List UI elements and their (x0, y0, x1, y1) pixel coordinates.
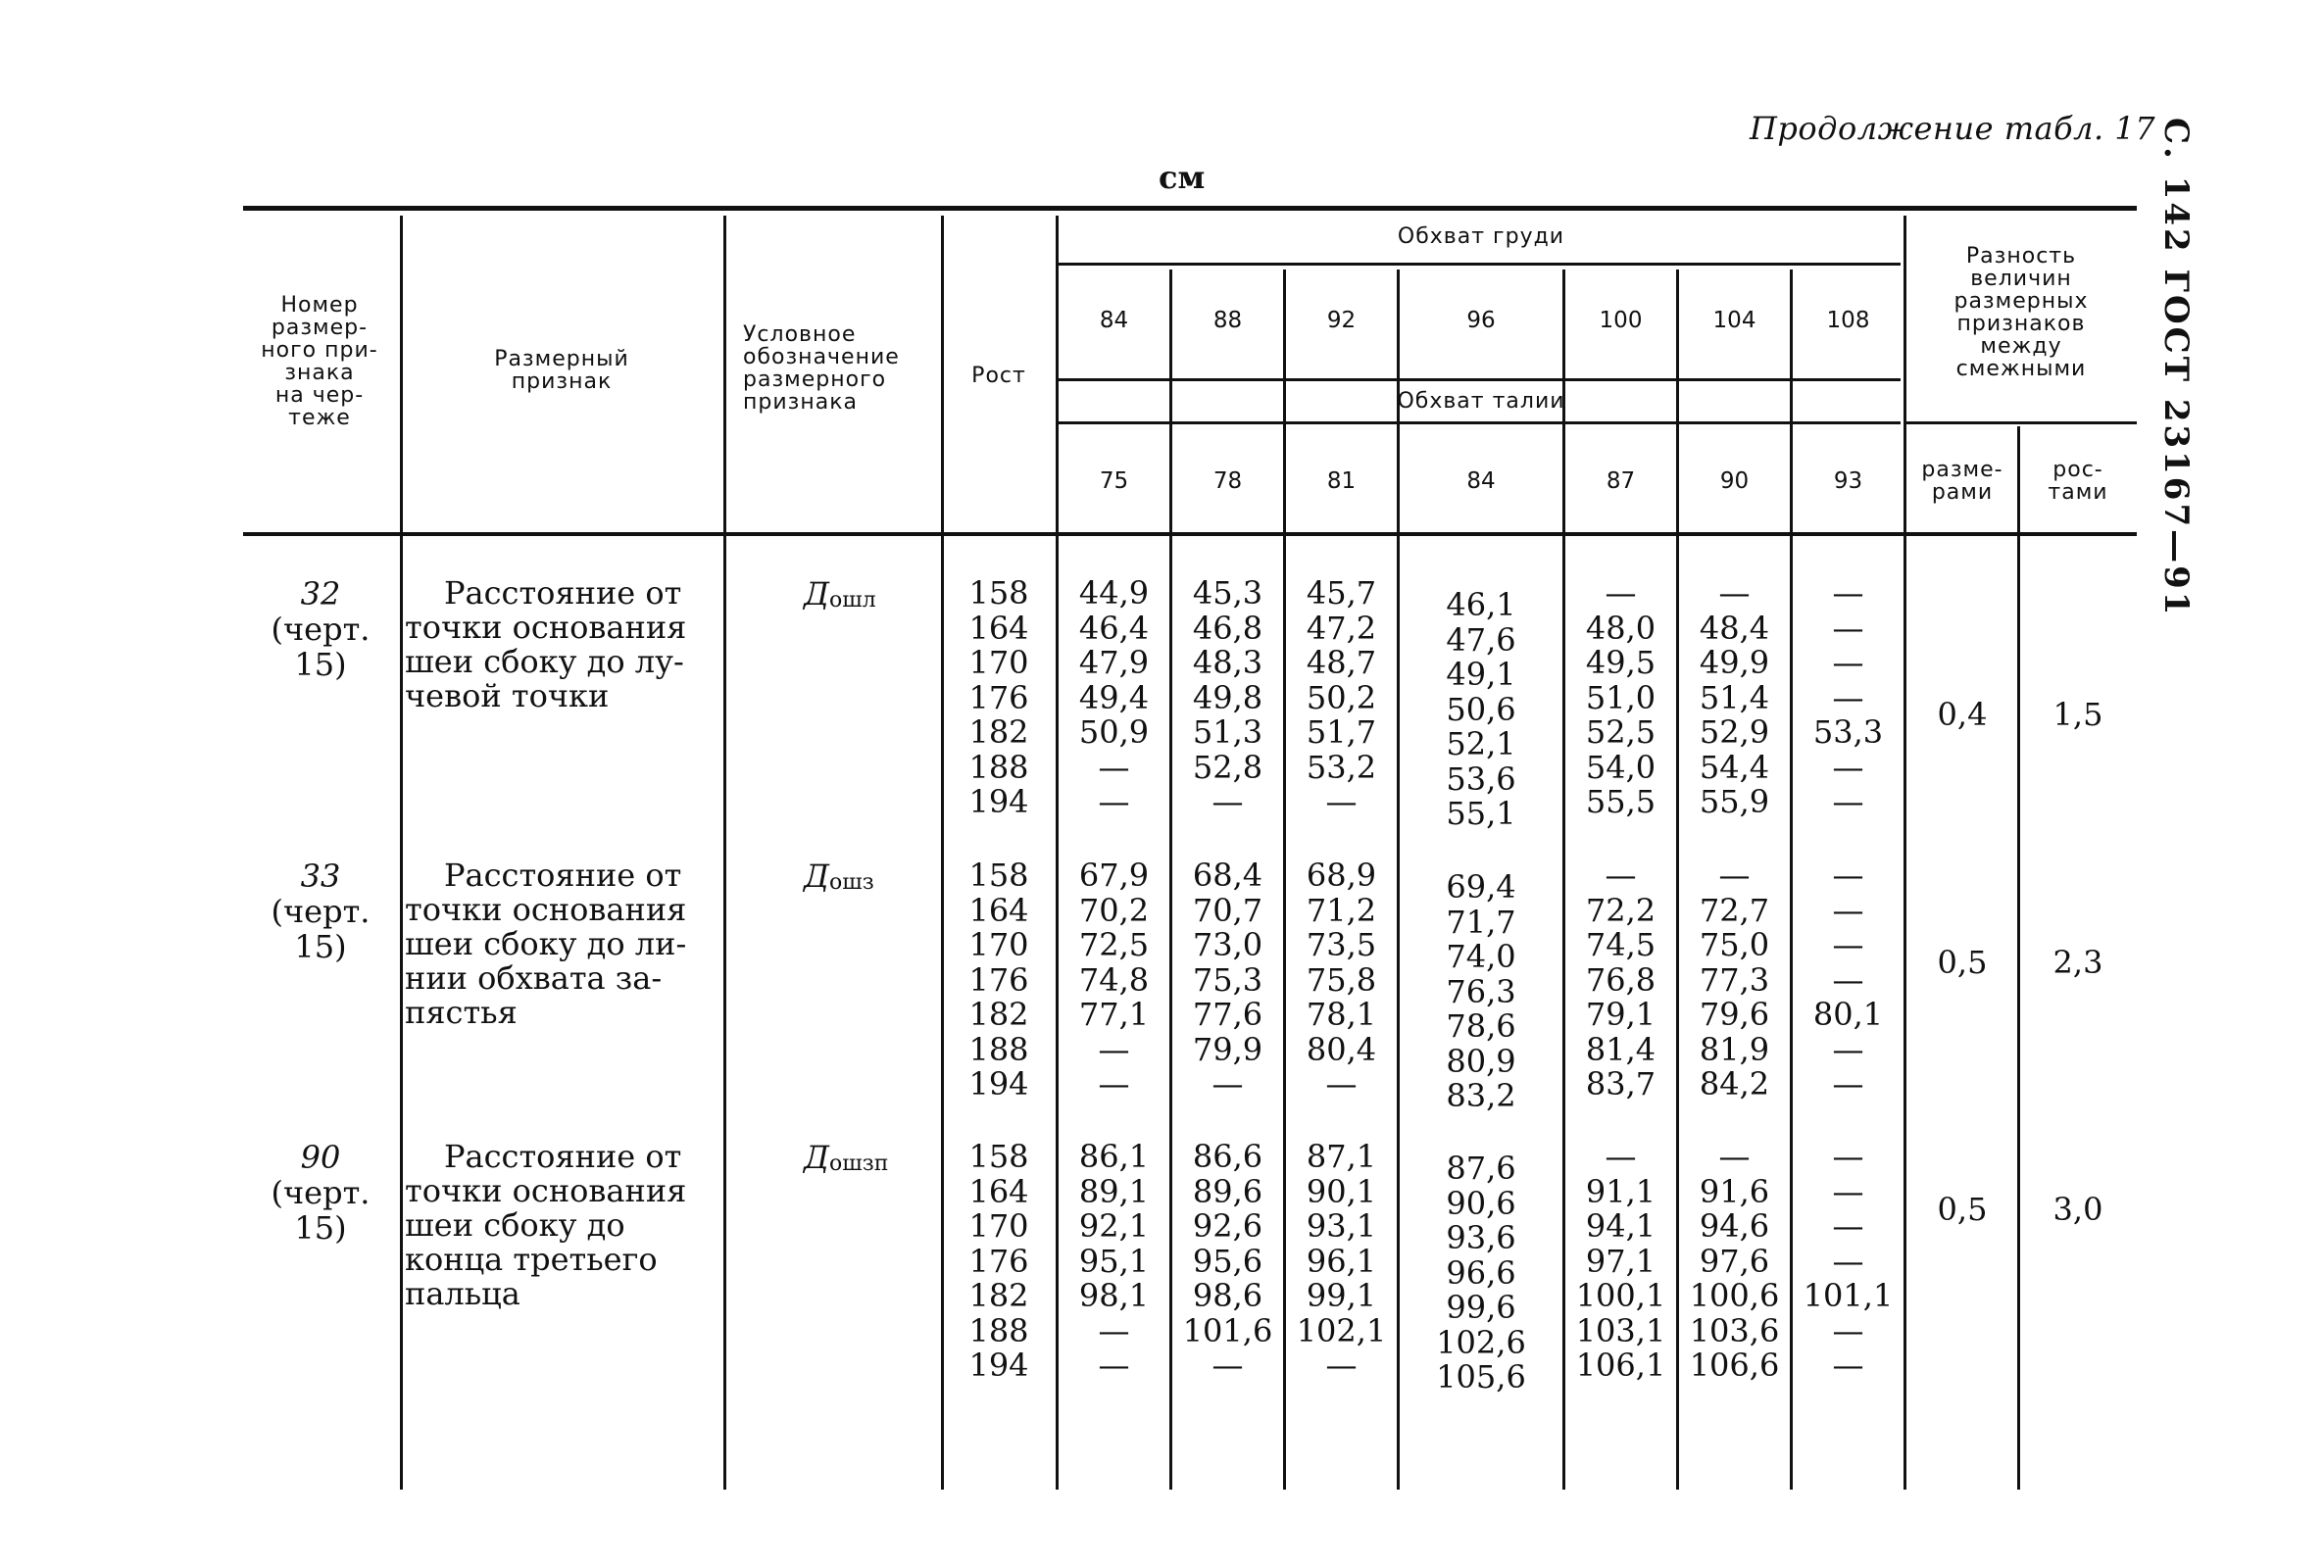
table-cell-value: 68,4 (1192, 857, 1263, 894)
row-feature-line: точки основания (405, 609, 687, 646)
height-value: 158 (968, 574, 1029, 612)
table-cell-value: 89,6 (1192, 1172, 1263, 1210)
table-cell-value: 78,6 (1446, 1007, 1516, 1045)
table-cell-value: 45,7 (1306, 574, 1377, 612)
chest-value: 108 (1826, 308, 1870, 333)
table-cell-value: — (1098, 1065, 1130, 1102)
table-cell-value: — (1325, 1065, 1358, 1102)
row-number-cell (243, 858, 398, 964)
table-cell-value: 70,7 (1192, 891, 1263, 929)
row-value-column (1059, 858, 1169, 1102)
table-cell-value: — (1605, 574, 1637, 612)
table-cell-value: 55,5 (1585, 783, 1656, 820)
table-cell-value: 51,4 (1699, 678, 1770, 716)
row-feature-line: Расстояние от (444, 857, 682, 894)
header-diff-sizes (1907, 459, 2017, 504)
row-diff-heights: 1,5 (2052, 696, 2103, 733)
table-cell-value: 106,6 (1689, 1347, 1780, 1384)
table-cell-value: 55,9 (1699, 783, 1770, 820)
row-code-cell (804, 858, 874, 899)
header-chest-girth: Обхват груди (1397, 224, 1565, 249)
row-value-column (1679, 576, 1790, 820)
row-value-column (1059, 576, 1169, 820)
chest-value: 88 (1212, 308, 1243, 333)
chest-value: 96 (1466, 308, 1496, 333)
table-cell-value: 45,3 (1192, 574, 1263, 612)
continuation-caption: Продолжение табл. 17 (1750, 110, 2156, 147)
row-drawing-ref: (черт. 15) (271, 893, 371, 965)
row-feature-line: шеи сбоку до лу- (405, 643, 684, 680)
table-cell-value: 77,1 (1078, 996, 1150, 1033)
table-cell-value: 76,8 (1585, 960, 1656, 999)
row-code-letter: Д (804, 575, 830, 612)
table-cell-value: — (1718, 1138, 1751, 1175)
table-cell-value: 94,6 (1699, 1207, 1770, 1245)
header-diff-heights-line: рос- (2052, 458, 2103, 482)
header-feature-col (404, 348, 719, 393)
table-cell-value: 80,1 (1812, 996, 1884, 1033)
table-cell-value: 81,9 (1699, 1030, 1770, 1068)
header-number-line: размер- (271, 316, 369, 341)
table-cell-value: 77,6 (1192, 996, 1263, 1033)
header-diff-col (1907, 245, 2135, 381)
header-waist-girth: Обхват талии (1397, 389, 1565, 414)
row-heights-cell (945, 858, 1053, 1102)
row-feature-line: нии обхвата за- (405, 959, 663, 997)
table-cell-value: 67,9 (1078, 857, 1150, 894)
row-diff-heights: 3,0 (2052, 1191, 2103, 1228)
table-cell-value: 102,6 (1436, 1323, 1526, 1361)
header-number-line: теже (288, 406, 351, 431)
header-number-line: знака (284, 361, 355, 386)
waist-value: 93 (1833, 468, 1863, 494)
table-cell-value: 49,8 (1192, 678, 1263, 716)
height-value: 188 (968, 1311, 1029, 1349)
table-cell-value: 75,3 (1192, 960, 1263, 999)
table-cell-value: 48,0 (1585, 609, 1656, 647)
row-value-column (1400, 870, 1562, 1114)
row-heights-cell (945, 576, 1053, 820)
table-cell-value: 51,7 (1306, 713, 1377, 751)
table-cell-value: 47,9 (1078, 644, 1150, 681)
table-cell-value: — (1832, 1138, 1864, 1175)
height-value: 182 (968, 996, 1029, 1033)
waist-value: 75 (1099, 468, 1129, 494)
height-value: 182 (968, 1277, 1029, 1314)
table-cell-value: — (1832, 1065, 1864, 1102)
row-feature-line: пальца (405, 1275, 520, 1312)
table-cell-value: 53,6 (1446, 760, 1516, 798)
row-code-subscript: ошз (829, 870, 874, 895)
row-feature-line: шеи сбоку до (405, 1206, 625, 1244)
table-cell-value: 76,3 (1446, 972, 1516, 1010)
table-cell-value: — (1605, 1138, 1637, 1175)
table-cell-value: 52,8 (1192, 748, 1263, 786)
header-diff-sizes-line: рами (1931, 480, 1994, 506)
side-header (2147, 118, 2205, 618)
table-cell-value: 72,2 (1585, 891, 1656, 929)
table-cell-value: 80,9 (1446, 1042, 1516, 1080)
table-cell-value: 48,4 (1699, 609, 1770, 647)
header-diff-heights (2021, 459, 2135, 504)
table-cell-value: 51,0 (1585, 678, 1656, 716)
table-cell-value: 47,2 (1306, 609, 1377, 647)
table-cell-value: 69,4 (1446, 868, 1516, 906)
row-feature-cell (405, 576, 720, 713)
table-cell-value: — (1832, 857, 1864, 894)
table-cell-value: 91,1 (1585, 1172, 1656, 1210)
table-cell-value: 74,5 (1585, 926, 1656, 963)
row-value-column (1172, 1140, 1283, 1384)
height-value: 158 (968, 1138, 1029, 1175)
table-cell-value: — (1832, 609, 1864, 647)
header-height-col: Рост (971, 364, 1026, 388)
height-value: 164 (968, 609, 1029, 647)
vrule-12 (2017, 426, 2020, 1490)
table-cell-value: — (1832, 1242, 1864, 1280)
row-value-column (1565, 576, 1676, 820)
table-cell-value: — (1098, 783, 1130, 820)
row-heights-cell (945, 1140, 1053, 1384)
table-cell-value: 98,6 (1192, 1277, 1263, 1314)
table-cell-value: 103,1 (1575, 1311, 1666, 1349)
table-cell-value: — (1832, 1207, 1864, 1245)
table-cell-value: — (1098, 1030, 1130, 1068)
chest-value: 92 (1326, 308, 1357, 333)
table-cell-value: 83,7 (1585, 1065, 1656, 1102)
row-code-letter: Д (804, 858, 830, 895)
table-cell-value: 99,6 (1446, 1289, 1516, 1326)
header-code-col (743, 323, 939, 414)
row-value-column (1679, 858, 1790, 1102)
table-cell-value: 51,3 (1192, 713, 1263, 751)
table-cell-value: 87,6 (1446, 1150, 1516, 1187)
table-cell-value: 106,1 (1575, 1347, 1666, 1384)
row-diff-sizes: 0,5 (1937, 944, 1988, 981)
table-cell-value: 48,7 (1306, 644, 1377, 681)
table-cell-value: 71,2 (1306, 891, 1377, 929)
table-cell-value: 97,6 (1699, 1242, 1770, 1280)
table-cell-value: 89,1 (1078, 1172, 1150, 1210)
header-code-line: Условное (743, 322, 857, 347)
height-value: 176 (968, 1242, 1029, 1280)
table-cell-value: — (1211, 1065, 1244, 1102)
table-cell-value: 91,6 (1699, 1172, 1770, 1210)
table-cell-value: 49,5 (1585, 644, 1656, 681)
waist-value: 84 (1466, 468, 1496, 494)
height-value: 194 (968, 783, 1029, 820)
table-cell-value: 98,1 (1078, 1277, 1150, 1314)
table-cell-value: 100,1 (1575, 1277, 1666, 1314)
vrule-11 (1904, 216, 1906, 1490)
table-cell-value: 100,6 (1689, 1277, 1780, 1314)
table-cell-value: 53,3 (1812, 713, 1884, 751)
table-cell-value: 46,4 (1078, 609, 1150, 647)
row-number: 90 (300, 1139, 341, 1176)
table-cell-value: 50,9 (1078, 713, 1150, 751)
table-cell-value: 48,3 (1192, 644, 1263, 681)
row-drawing-ref: (черт. 15) (271, 1174, 371, 1247)
chest-value: 104 (1712, 308, 1756, 333)
table-cell-value: 49,4 (1078, 678, 1150, 716)
row-value-column (1286, 576, 1397, 820)
height-value: 176 (968, 960, 1029, 999)
header-diff-line: Разность (1965, 244, 2077, 269)
table-cell-value: 92,1 (1078, 1207, 1150, 1245)
header-diff-line: признаков (1956, 312, 2086, 337)
header-code-line: признака (743, 390, 858, 416)
table-cell-value: 83,2 (1446, 1077, 1516, 1114)
table-cell-value: — (1211, 783, 1244, 820)
row-feature-line: конца третьего (405, 1241, 658, 1278)
table-cell-value: — (1832, 644, 1864, 681)
table-cell-value: 53,2 (1306, 748, 1377, 786)
table-cell-value: 73,5 (1306, 926, 1377, 963)
table-cell-value: — (1832, 926, 1864, 963)
row-value-column (1793, 576, 1904, 820)
row-feature-cell (405, 1140, 720, 1311)
waist-value: 90 (1719, 468, 1750, 494)
table-cell-value: 84,2 (1699, 1065, 1770, 1102)
row-feature-line: пястья (405, 994, 518, 1031)
table-cell-value: 50,6 (1446, 690, 1516, 728)
row-value-column (1793, 858, 1904, 1102)
table-cell-value: — (1832, 748, 1864, 786)
table-cell-value: 54,4 (1699, 748, 1770, 786)
row-value-column (1679, 1140, 1790, 1384)
table-cell-value: 79,6 (1699, 996, 1770, 1033)
table-cell-value: 87,1 (1306, 1138, 1377, 1175)
header-number-col (243, 294, 396, 430)
height-value: 188 (968, 748, 1029, 786)
table-cell-value: — (1098, 1311, 1130, 1349)
row-value-column (1400, 1152, 1562, 1396)
table-cell-value: — (1832, 574, 1864, 612)
table-cell-value: — (1325, 1347, 1358, 1384)
header-diff-line: между (1980, 334, 2062, 360)
header-code-line: размерного (743, 368, 887, 393)
chest-value: 100 (1599, 308, 1643, 333)
table-cell-value: 95,6 (1192, 1242, 1263, 1280)
header-feature-line: Размерный (494, 347, 629, 371)
table-cell-value: 75,0 (1699, 926, 1770, 963)
header-number-line: ного при- (261, 338, 378, 364)
header-diff-line: величин (1970, 267, 2072, 292)
table-cell-value: — (1098, 1347, 1130, 1384)
height-value: 170 (968, 1207, 1029, 1245)
table-cell-value: 50,2 (1306, 678, 1377, 716)
waist-value: 87 (1606, 468, 1636, 494)
table-cell-value: 75,8 (1306, 960, 1377, 999)
row-number: 32 (300, 575, 341, 612)
table-cell-value: 72,7 (1699, 891, 1770, 929)
row-value-column (1400, 588, 1562, 832)
height-value: 170 (968, 644, 1029, 681)
header-code-line: обозначение (743, 345, 900, 370)
waist-value: 81 (1326, 468, 1357, 494)
table-cell-value: 102,1 (1296, 1311, 1387, 1349)
header-feature-line: признак (511, 369, 613, 395)
table-cell-value: — (1832, 1172, 1864, 1210)
table-cell-value: 44,9 (1078, 574, 1150, 612)
height-value: 194 (968, 1065, 1029, 1102)
table-cell-value: 46,8 (1192, 609, 1263, 647)
table-cell-value: 90,1 (1306, 1172, 1377, 1210)
table-cell-value: 95,1 (1078, 1242, 1150, 1280)
row-code-subscript: ошзп (829, 1152, 889, 1176)
side-header-text: С. 142 ГОСТ 23167—91 (2156, 118, 2196, 618)
row-feature-cell (405, 858, 720, 1030)
table-cell-value: — (1718, 574, 1751, 612)
height-value: 164 (968, 891, 1029, 929)
diff-rule (1905, 421, 2137, 424)
row-value-column (1172, 576, 1283, 820)
row-diff-sizes: 0,5 (1937, 1191, 1988, 1228)
table-cell-value: — (1832, 678, 1864, 716)
table-cell-value: 46,1 (1446, 586, 1516, 623)
header-diff-line: смежными (1955, 357, 2087, 382)
row-value-column (1565, 1140, 1676, 1384)
units-label: см (1159, 159, 1206, 196)
table-cell-value: — (1211, 1347, 1244, 1384)
table-cell-value: 80,4 (1306, 1030, 1377, 1068)
header-number-line: на чер- (274, 383, 365, 409)
table-cell-value: — (1605, 857, 1637, 894)
row-value-column (1172, 858, 1283, 1102)
header-diff-heights-line: тами (2048, 480, 2108, 506)
row-value-column (1286, 858, 1397, 1102)
waist-rule (1056, 421, 1901, 424)
table-cell-value: — (1325, 783, 1358, 820)
table-cell-value: — (1098, 748, 1130, 786)
header-diff-sizes-line: разме- (1921, 458, 2003, 482)
table-cell-value: 68,9 (1306, 857, 1377, 894)
table-cell-value: — (1832, 1311, 1864, 1349)
table-cell-value: 81,4 (1585, 1030, 1656, 1068)
waist-label-rule (1056, 378, 1901, 381)
table-cell-value: 79,9 (1192, 1030, 1263, 1068)
row-diff-sizes: 0,4 (1937, 696, 1988, 733)
table-cell-value: 72,5 (1078, 926, 1150, 963)
table-cell-value: 94,1 (1585, 1207, 1656, 1245)
table-cell-value: 96,1 (1306, 1242, 1377, 1280)
table-cell-value: 96,6 (1446, 1253, 1516, 1292)
chest-value: 84 (1099, 308, 1129, 333)
table-cell-value: — (1832, 1347, 1864, 1384)
table-cell-value: 47,6 (1446, 620, 1516, 659)
table-cell-value: 49,9 (1699, 644, 1770, 681)
row-feature-line: чевой точки (405, 677, 610, 714)
row-value-column (1565, 858, 1676, 1102)
row-code-cell (804, 576, 876, 616)
table-cell-value: — (1832, 783, 1864, 820)
table-cell-value: 78,1 (1306, 996, 1377, 1033)
table-cell-value: 52,1 (1446, 725, 1516, 762)
table-cell-value: — (1718, 857, 1751, 894)
table-cell-value: 97,1 (1585, 1242, 1656, 1280)
table-cell-value: 54,0 (1585, 748, 1656, 786)
row-drawing-ref: (черт. 15) (271, 611, 371, 683)
header-diff-line: размерных (1953, 289, 2089, 315)
row-number-cell (243, 576, 398, 682)
table-cell-value: 55,1 (1446, 795, 1516, 832)
table-cell-value: 90,6 (1446, 1184, 1516, 1222)
row-value-column (1059, 1140, 1169, 1384)
table-cell-value: 92,6 (1192, 1207, 1263, 1245)
table-cell-value: — (1832, 891, 1864, 929)
table-cell-value: 86,1 (1078, 1138, 1150, 1175)
table-cell-value: 103,6 (1689, 1311, 1780, 1349)
table-cell-value: 101,1 (1803, 1277, 1894, 1314)
top-rule (243, 206, 2137, 211)
row-code-cell (804, 1140, 888, 1180)
table-cell-value: 93,6 (1446, 1219, 1516, 1256)
row-number: 33 (300, 858, 341, 895)
header-number-line: Номер (280, 293, 359, 318)
height-value: 194 (968, 1347, 1029, 1384)
row-feature-line: шеи сбоку до ли- (405, 925, 687, 962)
chest-rule (1056, 263, 1901, 266)
height-value: 176 (968, 678, 1029, 716)
table-cell-value: 52,9 (1699, 713, 1770, 751)
table-cell-value: 99,1 (1306, 1277, 1377, 1314)
height-value: 158 (968, 857, 1029, 894)
table-cell-value: 79,1 (1585, 996, 1656, 1033)
row-feature-line: точки основания (405, 891, 687, 928)
table-cell-value: 74,8 (1078, 960, 1150, 999)
table-cell-value: 52,5 (1585, 713, 1656, 751)
row-code-letter: Д (804, 1139, 830, 1176)
height-value: 188 (968, 1030, 1029, 1068)
table-cell-value: 86,6 (1192, 1138, 1263, 1175)
table-cell-value: 73,0 (1192, 926, 1263, 963)
row-value-column (1793, 1140, 1904, 1384)
vrule-3 (941, 216, 944, 1490)
table-cell-value: 101,6 (1182, 1311, 1273, 1349)
height-value: 170 (968, 926, 1029, 963)
table-cell-value: 93,1 (1306, 1207, 1377, 1245)
table-cell-value: 74,0 (1446, 938, 1516, 975)
table-cell-value: 105,6 (1436, 1358, 1526, 1396)
row-code-subscript: ошл (829, 588, 876, 612)
vrule-2 (723, 216, 726, 1490)
table-cell-value: 71,7 (1446, 903, 1516, 941)
waist-value: 78 (1212, 468, 1243, 494)
row-feature-line: точки основания (405, 1172, 687, 1209)
table-cell-value: — (1832, 960, 1864, 999)
table-cell-value: 49,1 (1446, 656, 1516, 693)
row-diff-heights: 2,3 (2052, 944, 2103, 981)
row-feature-line: Расстояние от (444, 1138, 682, 1175)
height-value: 182 (968, 713, 1029, 751)
table-cell-value: 70,2 (1078, 891, 1150, 929)
row-number-cell (243, 1140, 398, 1246)
header-bottom-rule (243, 532, 2137, 536)
table-cell-value: 77,3 (1699, 960, 1770, 999)
height-value: 164 (968, 1172, 1029, 1210)
row-value-column (1286, 1140, 1397, 1384)
row-feature-line: Расстояние от (444, 574, 682, 612)
table-cell-value: — (1832, 1030, 1864, 1068)
vrule-1 (400, 216, 403, 1490)
